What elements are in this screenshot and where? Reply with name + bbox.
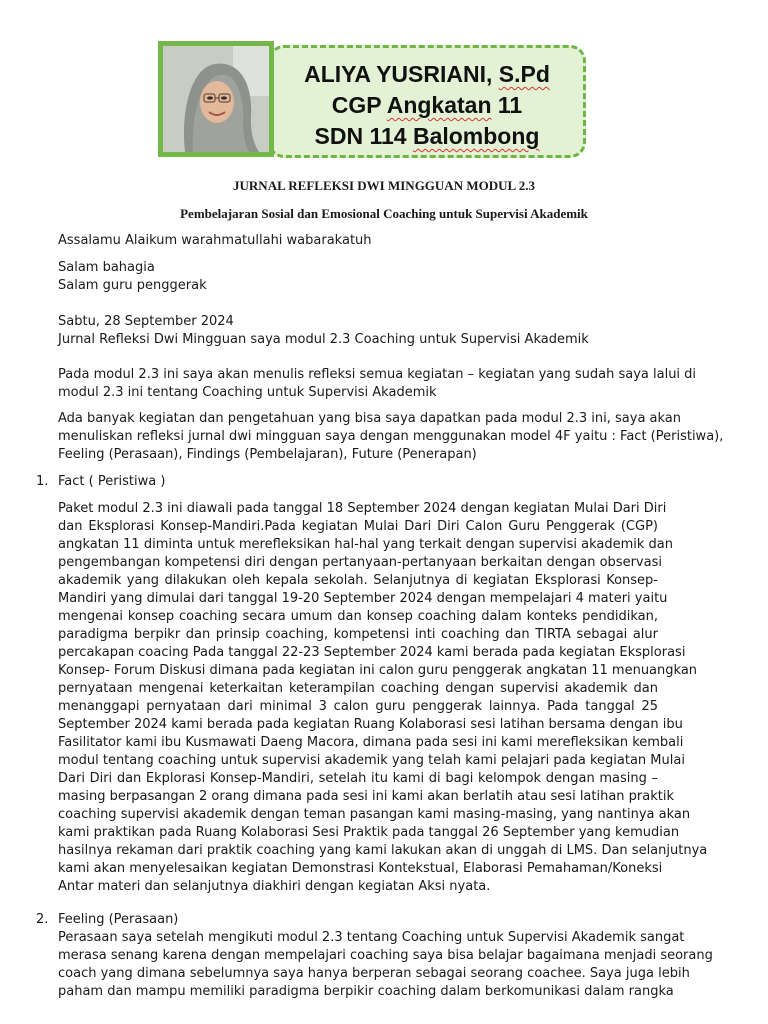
document-title: JURNAL REFLEKSI DWI MINGGUAN MODUL 2.3 xyxy=(233,178,535,193)
paragraph-line: modul 2.3 ini tentang Coaching untuk Supervisi Akademik xyxy=(58,385,437,400)
paragraph-line: Fasilitator kami ibu Kusmawati Daeng Macora, dimana pada sesi ini kami merefleksikan kembali xyxy=(58,735,684,750)
section-2-body xyxy=(58,929,713,1001)
date-block xyxy=(58,313,698,349)
paragraph-line: pengembangan kompetensi diri dengan pertanyaan-pertanyaan berkaitan dengan observasi xyxy=(58,555,662,570)
profile-photo-frame xyxy=(158,41,274,157)
paragraph-line: kami akan menyelesaikan kegiatan Demonstrasi Kontekstual, Elaborasi Pemahaman/Koneksi xyxy=(58,861,663,876)
paragraph-line: dan Eksplorasi Konsep-Mandiri.Pada kegiatan Mulai Dari Diri Calon Guru Penggerak (CGP) xyxy=(58,519,658,534)
greeting-text: Assalamu Alaikum warahmatullahi wabarakatuh xyxy=(58,233,372,248)
section-1-body xyxy=(58,500,708,896)
paragraph-line: menuliskan refleksi jurnal dwi mingguan saya dengan menggunakan model 4F yaitu : Fact (Peristiwa), xyxy=(58,429,724,444)
paragraph-line: Pada modul 2.3 ini saya akan menulis refleksi semua kegiatan – kegiatan yang sudah saya lalui di xyxy=(58,367,697,382)
paragraph-line: Paket modul 2.3 ini diawali pada tanggal 18 September 2024 dengan kegiatan Mulai Dari Diri xyxy=(58,501,667,516)
school-prefix: SDN 114 xyxy=(314,123,413,149)
profile-header xyxy=(158,41,588,159)
paragraph-line: Dari Diri dan Ekplorasi Konsep-Mandiri, setelah itu kami di bagi kelompok dengan masing – xyxy=(58,771,658,786)
paragraph-line: Ada banyak kegiatan dan pengetahuan yang bisa saya dapatkan pada modul 2.3 ini, saya akan xyxy=(58,411,682,426)
salam-bahagia: Salam bahagia xyxy=(58,260,155,275)
paragraph-line: menanggapi pernyataan dari minimal 3 calon guru penggerak lainnya. Pada tanggal 25 xyxy=(58,699,658,714)
cgp-batch xyxy=(271,92,583,119)
cgp-label: CGP xyxy=(331,92,387,118)
paragraph-line: masing berpasangan 2 orang dimana pada sesi ini kami akan berlatih atau sesi latihan praktik xyxy=(58,789,675,804)
batch-number: 11 xyxy=(491,92,523,118)
paragraph-line: coach yang dimana sebelumnya saya hanya berperan sebagai seorang coachee. Saya juga lebih xyxy=(58,966,690,981)
paragraph-line: Feeling (Perasaan), Findings (Pembelajaran), Future (Penerapan) xyxy=(58,447,477,462)
paragraph-line: hasilnya rekaman dari praktik coaching yang kami lakukan akan di unggah di LMS. Dan selanjutnya xyxy=(58,843,708,858)
intro-paragraph-1 xyxy=(58,366,698,402)
journal-line: Jurnal Refleksi Dwi Mingguan saya modul 2.3 Coaching untuk Supervisi Akademik xyxy=(58,332,589,347)
intro-paragraph-2 xyxy=(58,410,724,464)
paragraph-line: angkatan 11 diminta untuk merefleksikan hal-hal yang terkait dengan supervisi akademik dan xyxy=(58,537,674,552)
paragraph-line: coaching supervisi akademik dengan teman pasangan kami masing-masing, yang nantinya akan xyxy=(58,807,691,822)
date-line: Sabtu, 28 September 2024 xyxy=(58,314,234,329)
paragraph-line: Antar materi dan selanjutnya diakhiri dengan kegiatan Aksi nyata. xyxy=(58,879,491,894)
paragraph-line: Mandiri yang dimulai dari tanggal 19-20 September 2024 dengan mempelajari 4 materi yaitu xyxy=(58,591,668,606)
paragraph-line: Perasaan saya setelah mengikuti modul 2.3 tentang Coaching untuk Supervisi Akademik sangat xyxy=(58,930,685,945)
section-1-number: 1. xyxy=(36,474,49,489)
document-subtitle: Pembelajaran Sosial dan Emosional Coaching untuk Supervisi Akademik xyxy=(180,206,588,221)
section-1-title: Fact ( Peristiwa ) xyxy=(58,474,166,489)
paragraph-line: mengenai konsep coaching secara umum dan konsep coaching dalam konteks pendidikan, xyxy=(58,609,658,624)
teacher-name-text: ALIYA YUSRIANI, xyxy=(304,61,499,87)
paragraph-line: percakapan coacing Pada tanggal 22-23 September 2024 kami berada pada kegiatan Eksplorasi xyxy=(58,645,686,660)
profile-photo xyxy=(163,46,269,152)
paragraph-line: paham dan mampu memiliki paradigma berpikir coaching dalam berkomunikasi dalam rangka xyxy=(58,984,674,999)
paragraph-line: kami praktikan pada Ruang Kolaborasi Sesi Praktik pada tanggal 26 September yang kemudian xyxy=(58,825,680,840)
paragraph-line: pernyataan mengenai keterkaitan keterampilan coaching dengan supervisi akademik dan xyxy=(58,681,658,696)
paragraph-line: merasa senang karena dengan mempelajari coaching saya bisa belajar bagaimana menjadi seorang xyxy=(58,948,713,963)
paragraph-line: paradigma berpikr dan prinsip coaching, kompetensi inti coaching dan TIRTA sebagai alur xyxy=(58,627,658,642)
school-name xyxy=(271,123,583,150)
section-2-title: Feeling (Perasaan) xyxy=(58,912,179,927)
name-card xyxy=(268,45,586,158)
salam-guru-penggerak: Salam guru penggerak xyxy=(58,278,207,293)
paragraph-line: modul tentang coaching untuk supervisi akademik yang telah kami pelajari pada kegiatan Mulai xyxy=(58,753,685,768)
paragraph-line: akademik yang dilakukan oleh kepala sekolah. Selanjutnya di kegiatan Eksplorasi Konsep- xyxy=(58,573,658,588)
paragraph-line: September 2024 kami berada pada kegiatan Ruang Kolaborasi sesi latihan bersama dengan ibu xyxy=(58,717,683,732)
teacher-degree: S.Pd xyxy=(498,61,550,87)
angkatan-word: Angkatan xyxy=(386,92,492,118)
school-location: Balombong xyxy=(412,123,540,149)
teacher-name xyxy=(271,61,583,88)
section-2-number: 2. xyxy=(36,912,49,927)
paragraph-line: Konsep- Forum Diskusi dimana pada kegiatan ini calon guru penggerak angkatan 11 menuangkan xyxy=(58,663,698,678)
greeting xyxy=(58,232,698,250)
salam-block xyxy=(58,259,698,295)
